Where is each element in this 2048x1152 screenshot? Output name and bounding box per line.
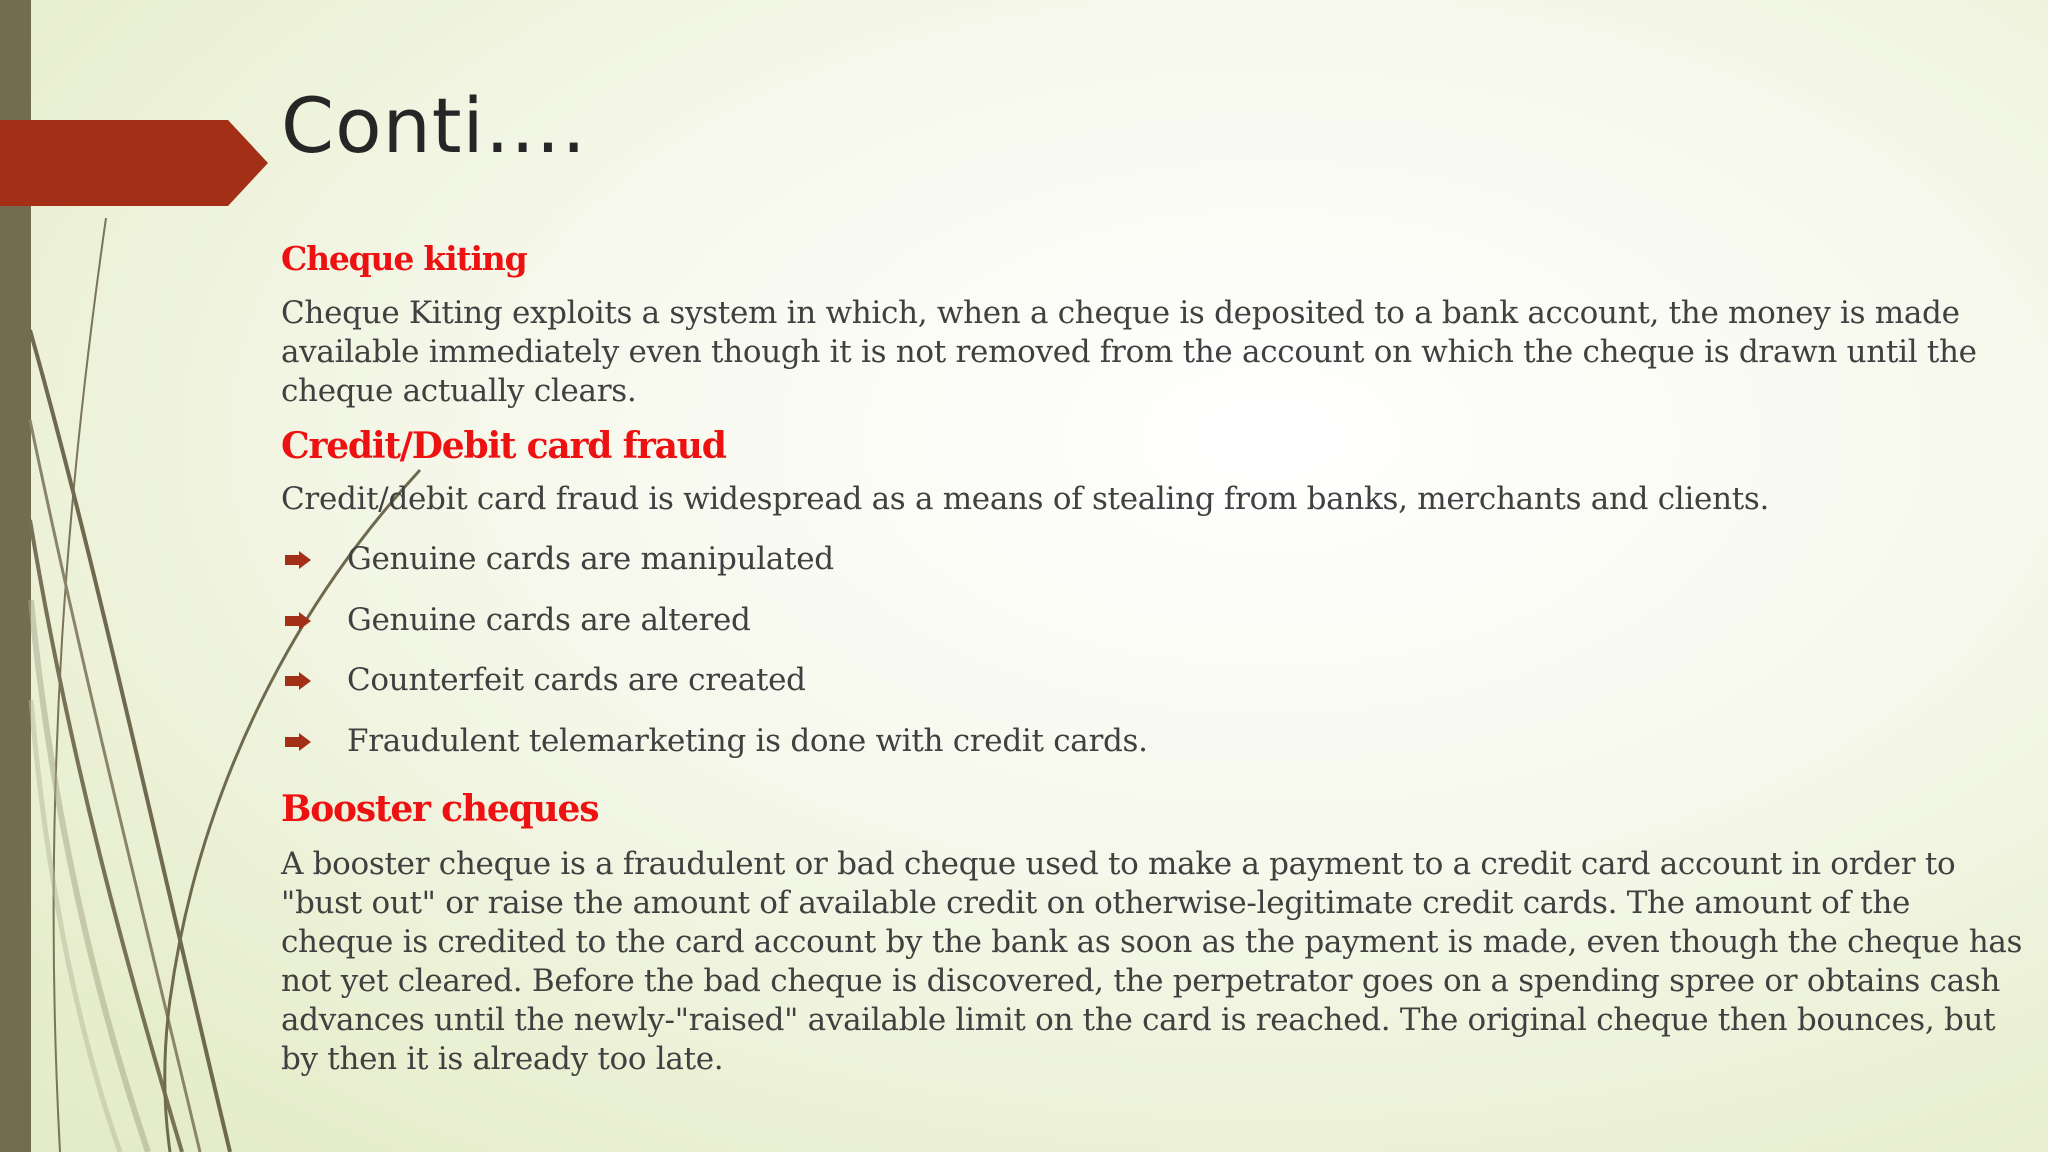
bullet-text: Counterfeit cards are created xyxy=(347,662,806,698)
slide-content xyxy=(281,234,2027,1079)
paragraph-card-fraud: Credit/debit card fraud is widespread as a means of stealing from banks, merchants and clients. xyxy=(281,481,1770,517)
section-heading-cheque-kiting: Cheque kiting xyxy=(281,239,527,278)
arrow-right-icon xyxy=(284,733,312,751)
list-item xyxy=(281,539,2027,580)
bullet-text: Genuine cards are altered xyxy=(347,601,751,638)
slide-title: Conti…. xyxy=(281,81,587,170)
card-fraud-bullet-list xyxy=(281,539,2027,762)
arrow-right-icon xyxy=(284,612,312,630)
title-arrow-banner xyxy=(0,120,270,206)
bullet-text: Genuine cards are manipulated xyxy=(347,541,834,577)
bullet-text: Fraudulent telemarketing is done with credit cards. xyxy=(347,722,1148,759)
arrow-right-icon xyxy=(284,672,312,690)
paragraph-booster-cheques: A booster cheque is a fraudulent or bad cheque used to make a payment to a credit card account in order to "bust out" or raise the amount of available credit on otherwise-legitimate credit cards. The amount of the cheque is credited to the card account by the bank as soon as the payment is made, even though the cheque has not yet cleared. Before the bad cheque is discovered, the perpetrator goes on a spending spree or obtains cash advances until the newly-"raised" available limit on the card is reached. The original cheque then bounces, but by then it is already too late. xyxy=(281,846,2023,1077)
section-heading-card-fraud: Credit/Debit card fraud xyxy=(281,425,726,467)
list-item xyxy=(281,660,2027,701)
paragraph-cheque-kiting: Cheque Kiting exploits a system in which, when a cheque is deposited to a bank account, the money is made available immediately even though it is not removed from the account on which the cheque is drawn until the cheque actually clears. xyxy=(281,295,1977,409)
section-heading-booster-cheques: Booster cheques xyxy=(281,788,599,830)
list-item xyxy=(281,600,2027,641)
arrow-right-icon xyxy=(284,551,312,569)
list-item xyxy=(281,721,2027,762)
